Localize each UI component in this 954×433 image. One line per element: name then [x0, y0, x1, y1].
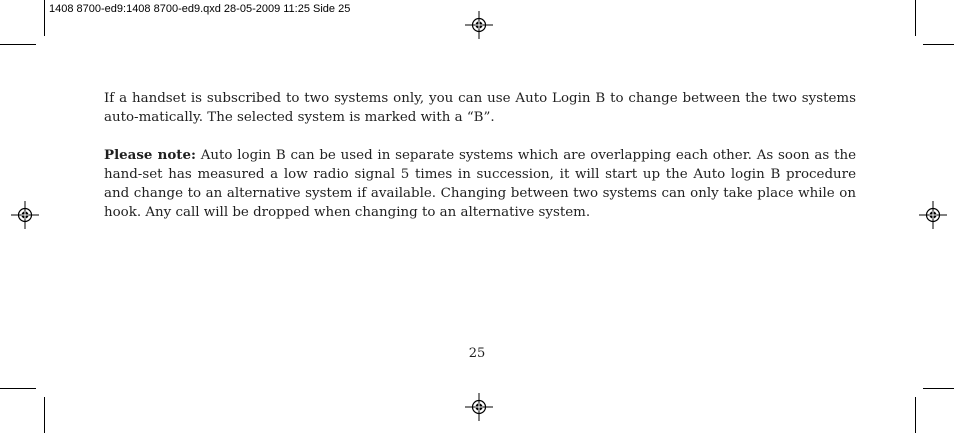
page-number: 25 [468, 346, 486, 361]
note-label: Please note: [104, 147, 196, 163]
note-text: Auto login B can be used in separate systems which are overlapping each other. As soon as the hand-set has measured a low radio signal 5 times in succession, it will start up the Auto login B procedure and change to an alternative system if available. Changing between two systems can only take place while on hook. Any call will be dropped when changing to an alternative system. [104, 148, 856, 220]
crop-mark-bottom-right-vertical [915, 397, 916, 433]
crop-mark-bottom-right-horizontal [923, 388, 954, 389]
crop-mark-top-left-horizontal [0, 44, 36, 45]
crop-mark-bottom-left-vertical [44, 397, 45, 433]
registration-mark-icon [11, 201, 39, 229]
crop-mark-top-right-horizontal [923, 44, 954, 45]
crop-mark-top-left-vertical [44, 0, 45, 36]
crop-mark-top-right-vertical [915, 0, 916, 36]
body-text [104, 89, 856, 222]
note-paragraph [104, 146, 856, 222]
slug-line: 1408 8700-ed9:1408 8700-ed9.qxd 28-05-2009 11:25 Side 25 [49, 3, 351, 15]
registration-mark-icon [465, 11, 493, 39]
registration-mark-icon [919, 201, 947, 229]
crop-mark-bottom-left-horizontal [0, 388, 36, 389]
intro-paragraph: If a handset is subscribed to two systems only, you can use Auto Login B to change between the two systems auto-matically. The selected system is marked with a “B”. [104, 91, 856, 125]
registration-mark-icon [465, 393, 493, 421]
